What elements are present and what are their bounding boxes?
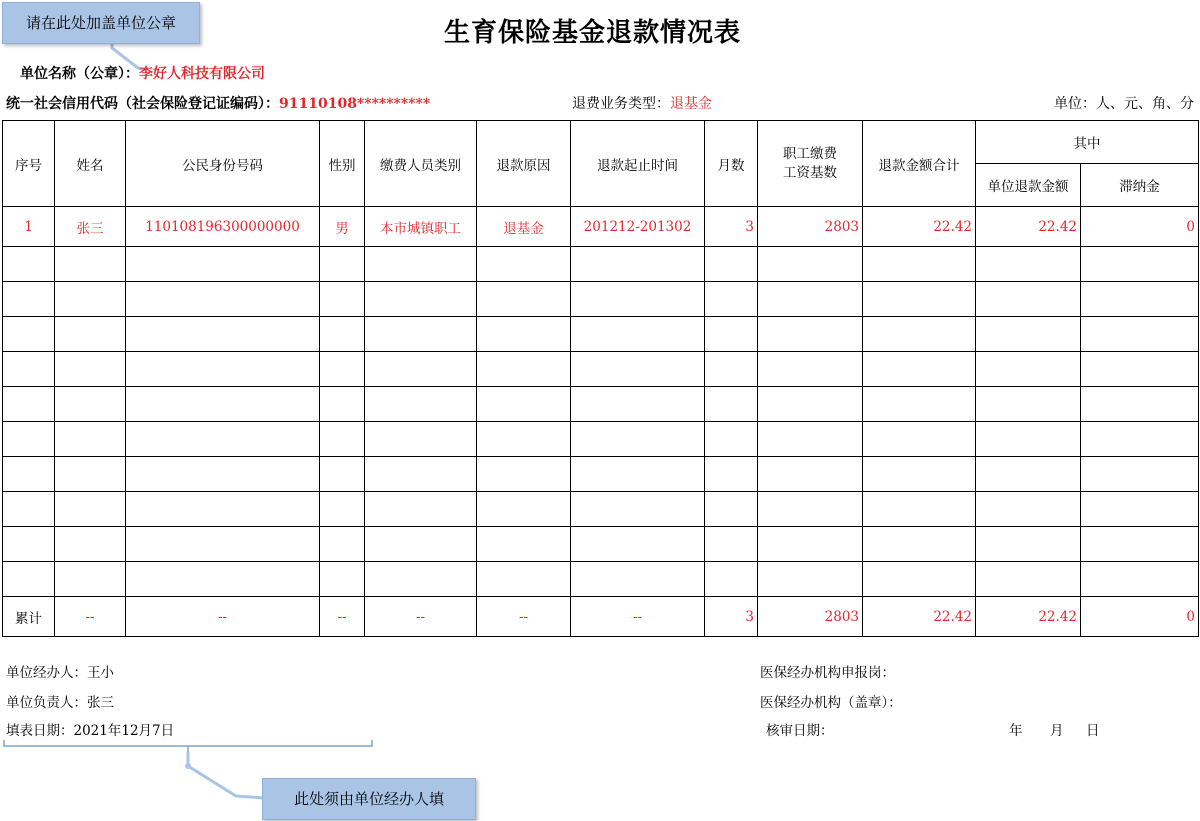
fill-date-line: 填表日期：2021年12月7日 [6,723,175,739]
units-note: 单位：人、元、角、分 [1054,96,1194,112]
cell-months: 3 [705,207,758,247]
header-name: 姓名 [55,121,126,207]
empty-row [3,247,1199,282]
header-employer-refund: 单位退款金额 [976,164,1081,207]
empty-row [3,317,1199,352]
header-reason: 退款原因 [477,121,571,207]
header-base-line1: 职工缴费 [783,145,837,162]
table-header-row [3,121,1199,164]
seal-callout: 请在此处加盖单位公章 [2,2,200,44]
summary-reason: -- [477,597,571,637]
empty-row [3,352,1199,387]
table-row [3,207,1199,247]
agency-seal-line: 医保经办机构（盖章）： [760,695,902,711]
header-seq: 序号 [3,121,55,207]
empty-row [3,527,1199,562]
header-period: 退款起止时间 [571,121,705,207]
header-total: 退款金额合计 [863,121,976,207]
summary-category: -- [365,597,477,637]
cell-late-fee: 0 [1081,207,1199,247]
cell-employer-refund: 22.42 [976,207,1081,247]
cell-total: 22.42 [863,207,976,247]
unit-name-row [20,63,265,83]
header-late-fee: 滞纳金 [1081,164,1199,207]
summary-gender: -- [320,597,365,637]
review-day: 日 [1086,723,1100,739]
unit-name-label: 单位名称（公章）： [20,66,139,82]
cell-reason: 退基金 [477,207,571,247]
business-type-row [572,93,712,113]
summary-label: 累计 [3,597,55,637]
unit-name-value: 李好人科技有限公司 [139,66,265,82]
agency-post-line: 医保经办机构申报岗： [760,665,895,681]
summary-total: 22.42 [863,597,976,637]
summary-period: -- [571,597,705,637]
empty-row [3,282,1199,317]
cell-category: 本市城镇职工 [365,207,477,247]
cell-id-no: 110108196300000000 [126,207,320,247]
cell-name: 张三 [55,207,126,247]
header-base-line2: 工资基数 [783,164,837,181]
credit-code-label: 统一社会信用代码（社会保险登记证编码）： [6,96,279,112]
summary-employer-refund: 22.42 [976,597,1081,637]
business-type-label: 退费业务类型： [572,96,670,112]
cell-base: 2803 [758,207,863,247]
cell-gender: 男 [320,207,365,247]
page-title: 生育保险基金退款情况表 [444,18,742,48]
empty-row [3,422,1199,457]
header-among: 其中 [976,121,1199,164]
header-id-no: 公民身份号码 [126,121,320,207]
summary-months: 3 [705,597,758,637]
summary-base: 2803 [758,597,863,637]
responsible-line: 单位负责人：张三 [6,695,114,711]
empty-row [3,562,1199,597]
refund-table [2,120,1199,637]
summary-id-no: -- [126,597,320,637]
empty-row [3,387,1199,422]
review-year: 年 [1009,723,1023,739]
cell-period: 201212-201302 [571,207,705,247]
review-month: 月 [1050,723,1064,739]
credit-code-value: 91110108********** [279,96,431,112]
summary-name: -- [55,597,126,637]
empty-row [3,457,1199,492]
header-months: 月数 [705,121,758,207]
handler-line: 单位经办人：王小 [6,665,114,681]
summary-row [3,597,1199,637]
cell-seq: 1 [3,207,55,247]
header-gender: 性别 [320,121,365,207]
credit-code-row [6,93,430,113]
summary-late-fee: 0 [1081,597,1199,637]
header-base [758,121,863,207]
header-category: 缴费人员类别 [365,121,477,207]
empty-row [3,492,1199,527]
business-type-value: 退基金 [670,96,712,112]
handler-callout: 此处须由单位经办人填 [262,778,476,820]
review-date-line: 核审日期： [766,723,834,739]
